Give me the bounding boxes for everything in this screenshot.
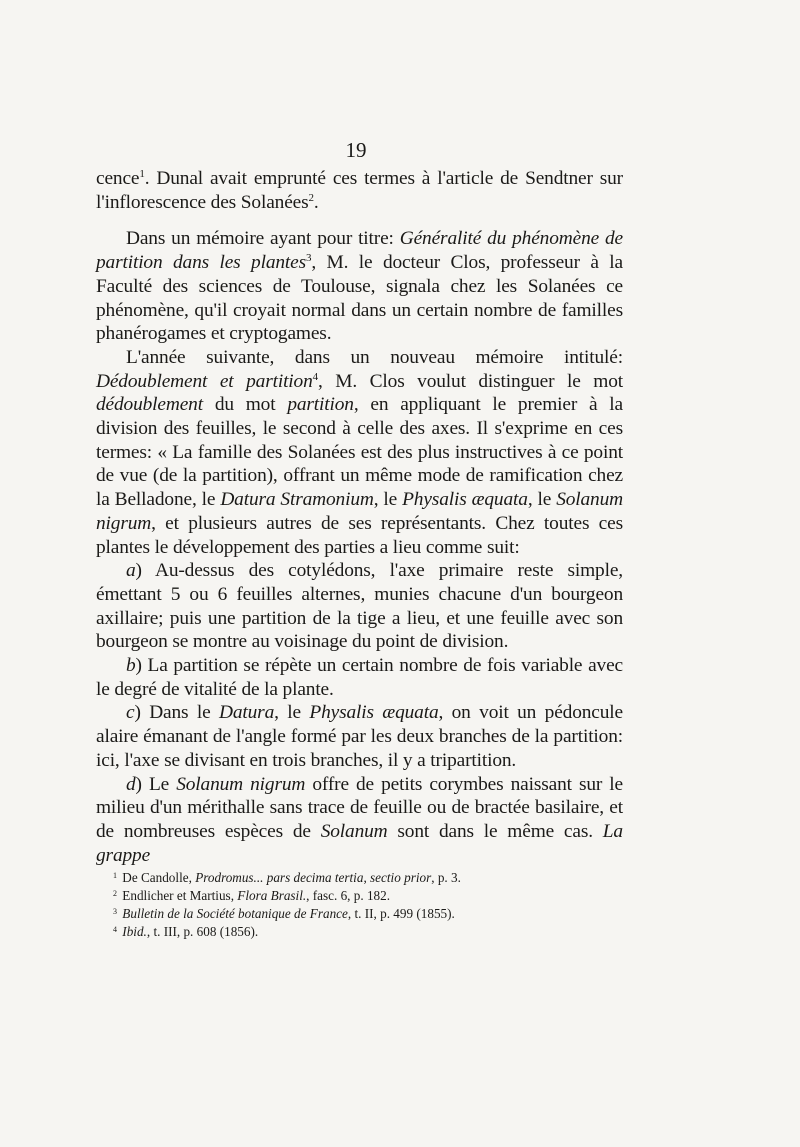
- italic-text: Solanum: [320, 820, 388, 842]
- text-run: Dans un mémoire ayant pour titre:: [126, 228, 400, 250]
- text-run: , M. le docteur Clos, professeur à la Faculté des sciences de Toulouse, signala chez les Solanées ce phénomène, qu'il croyait normal dans un certain nombre de familles phanérogames et cryptogames.: [96, 252, 623, 345]
- italic-text: Solanum nigrum: [96, 489, 624, 534]
- italic-text: a: [126, 560, 136, 582]
- text-run: , t. III, p. 608 (1856).: [146, 924, 259, 939]
- footnote: [113, 905, 613, 923]
- text-run: , le: [373, 489, 403, 511]
- footnote-marker: 3: [306, 252, 312, 265]
- italic-text: Datura Stramonium: [220, 489, 374, 511]
- text-run: , fasc. 6, p. 182.: [306, 888, 391, 903]
- paragraph: [96, 227, 623, 346]
- footnote-marker: 1: [113, 871, 117, 880]
- text-run: ) Dans le: [134, 702, 219, 724]
- footnote-marker: 2: [308, 191, 314, 204]
- italic-text: Flora Brasil.: [237, 888, 307, 903]
- italic-text: sectio prior: [370, 870, 432, 885]
- footnote-marker: 1: [139, 168, 145, 180]
- text-run: offre de petits corymbes naissant sur le milieu d'un mérithalle sans trace de feuille ou de bractée basilaire, et de nombreuses espèces de: [96, 773, 624, 842]
- italic-text: La grappe: [96, 820, 623, 866]
- text-run: , on voit un pédoncule alaire émanant de l'angle formé par les deux branches de la partition: ici, l'axe se divisant en trois branches, il y a tripartition.: [96, 702, 623, 771]
- text-run: , le: [527, 489, 557, 511]
- text-run: De Candolle,: [119, 870, 196, 885]
- italic-text: d: [126, 773, 136, 795]
- italic-text: dédoublement: [96, 394, 203, 416]
- text-run: .: [313, 191, 319, 213]
- footnote: [113, 887, 613, 905]
- italic-text: Solanum nigrum: [176, 773, 306, 795]
- text-run: du mot: [202, 394, 288, 416]
- page-number: 19: [345, 138, 367, 162]
- italic-text: partition: [287, 394, 354, 416]
- paragraph: [96, 654, 623, 701]
- italic-text: c: [126, 702, 135, 724]
- paragraph: [96, 701, 623, 772]
- text-run: , p. 3.: [431, 870, 461, 885]
- footnote-marker: 2: [113, 889, 117, 898]
- text-run: cence: [96, 168, 140, 189]
- footnote-marker: 4: [312, 370, 318, 383]
- italic-text: Prodromus... pars decima tertia: [195, 870, 364, 885]
- paragraph: [96, 559, 623, 654]
- text-run: sont dans le même cas.: [387, 820, 603, 842]
- footnotes: [113, 869, 613, 941]
- text-run: , le: [274, 702, 310, 724]
- text-run: , t. II, p. 499 (1855).: [347, 906, 455, 921]
- text-run: ) La partition se répète un certain nombre de fois variable avec le degré de vitalité de la plante.: [96, 655, 623, 700]
- italic-text: b: [126, 655, 136, 677]
- italic-text: Généralité du phénomène de partition dans les plantes: [96, 228, 624, 274]
- paragraph: [96, 773, 623, 868]
- footnote: [113, 869, 613, 887]
- footnote-marker: 3: [113, 907, 117, 916]
- italic-text: Dédoublement et partition: [96, 370, 313, 392]
- text-run: . Dunal avait emprunté ces termes à l'article de Sendtner sur l'inflorescence des Solanées: [96, 168, 623, 213]
- italic-text: Ibid.: [122, 924, 147, 939]
- paragraph: [96, 346, 623, 559]
- text-run: ,: [363, 870, 371, 885]
- body-text: [96, 167, 623, 867]
- italic-text: Bulletin de la Société botanique de France: [122, 906, 348, 921]
- italic-text: Datura: [219, 702, 275, 724]
- text-run: , en appliquant le premier à la division des feuilles, le second à celle des axes. Il s'exprime en ces termes: « La famille des Solanées est des plus instructives à ce point de vue (de la partition), offrant un même mode de ramification chez la Belladone, le: [96, 394, 624, 511]
- text-run: , M. Clos voulut distinguer le mot: [318, 370, 623, 392]
- italic-text: Physalis æquata: [309, 702, 439, 724]
- footnote: [113, 923, 613, 941]
- text-run: Endlicher et Martius,: [119, 888, 238, 903]
- paragraph: [96, 167, 623, 214]
- text-run: ) Au-dessus des cotylédons, l'axe primaire reste simple, émettant 5 ou 6 feuilles alternes, munies chacune d'un bourgeon axillaire; puis une partition de la tige a lieu, et une feuille avec son bourgeon se montre au voisinage du point de division.: [96, 560, 623, 653]
- text-run: ) Le: [135, 773, 177, 795]
- footnote-marker: 4: [113, 925, 117, 934]
- italic-text: Physalis æquata: [402, 489, 528, 511]
- text-run: , et plusieurs autres de ses représentants. Chez toutes ces plantes le développement des parties a lieu comme suit:: [96, 512, 623, 558]
- text-run: L'année suivante, dans un nouveau mémoire intitulé:: [126, 346, 623, 368]
